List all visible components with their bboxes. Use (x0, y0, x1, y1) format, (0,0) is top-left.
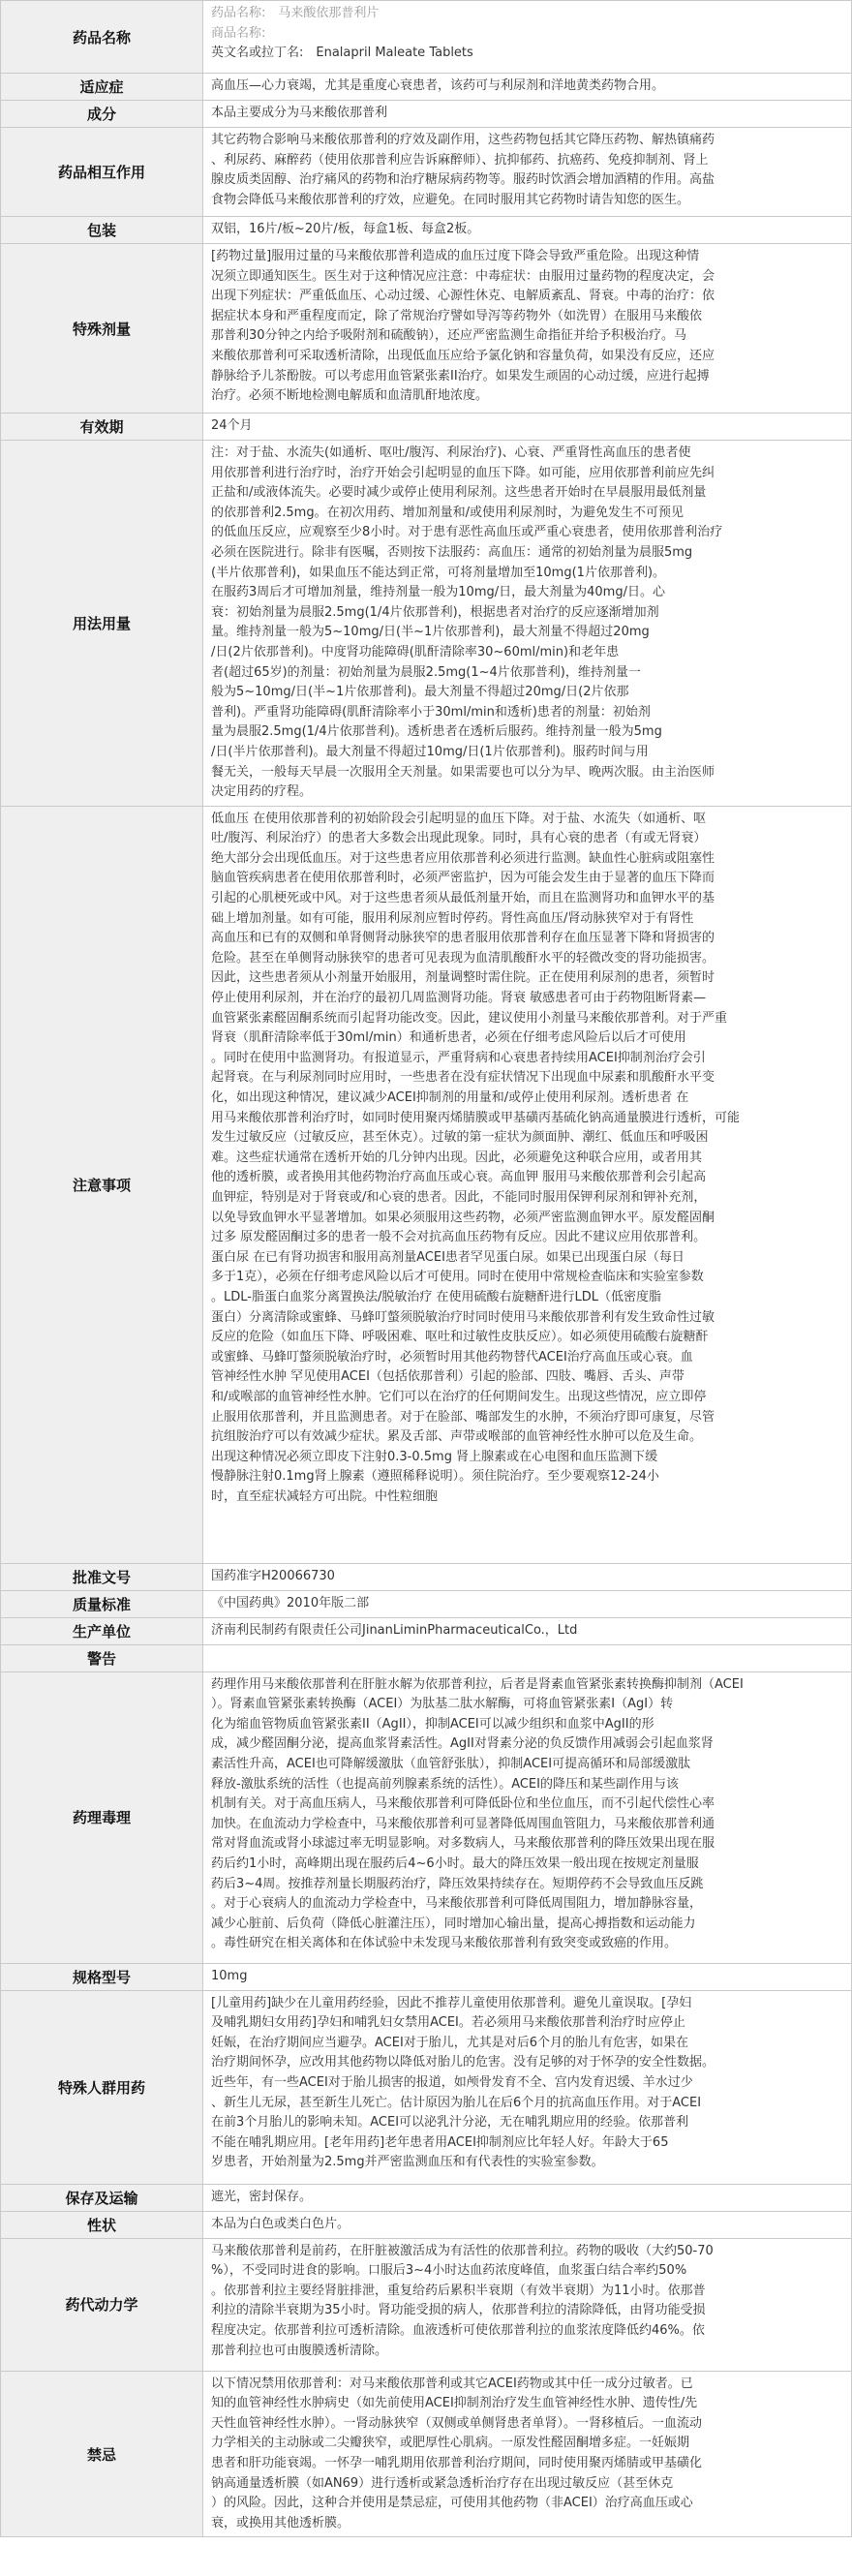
manufacturer-value (203, 1617, 852, 1644)
usage-dosage-text-line: 衰：初始剂量为晨服2.5mg(1/4片依那普利)，根据患者对治疗的反应逐渐增加剂 (211, 604, 659, 620)
pharmacology-toxicology-text-line: 加快。在血流动力学检查中，马来酸依那普利可显著降低周围血管阻力，马来酸依那普利通 (211, 1816, 715, 1831)
precautions-text-line: 止服用依那普利，并且监测患者。对于在脸部、嘴部发生的水肿，不须治疗即可康复，尽管 (211, 1409, 715, 1425)
shelf-life-value (203, 414, 852, 441)
pharmacology-toxicology-label: 药理毒理 (1, 1671, 203, 1963)
usage-dosage-text-line: 必须在医院进行。除非有医嘱，否则按下法服药：高血压：通常的初始剂量为晨服5mg (211, 544, 693, 560)
appearance-label: 性状 (1, 2211, 203, 2238)
specification-value (203, 1963, 852, 1990)
warning-row (1, 1644, 852, 1671)
manufacturer-text-line: 济南利民制药有限责任公司JinanLiminPharmaceuticalCo.，Ltd (211, 1622, 578, 1638)
precautions-text-line: 停止使用利尿剂，并在治疗的最初几周监测肾功能。肾衰 敏感患者可由于药物阻断肾素— (211, 991, 707, 1006)
drug-name-text-line: 商品名称: (211, 25, 266, 41)
quality-standard-value (203, 1590, 852, 1617)
special-dosage-label: 特殊剂量 (1, 244, 203, 414)
usage-dosage-text-line: 用依那普利进行治疗时，治疗开始会引起明显的血压下降。如可能，应用依那普利前应先纠 (211, 465, 715, 480)
manufacturer-label: 生产单位 (1, 1617, 203, 1644)
special-dosage-text-line: 静脉给予儿茶酚胺。可以考虑用血管紧张素II治疗。如果发生顽固的心动过缓，应进行起搏 (211, 368, 710, 383)
pharmacology-toxicology-text-line: 化为缩血管物质血管紧张素II（AgII），抑制ACEI可以减少组织和血浆中AgII的形 (211, 1716, 654, 1732)
drug-name-row (1, 1, 852, 74)
precautions-text-line: 引起的心肌梗死或中风。对于这些患者须从最低剂量开始，而且在监测肾功和血钾水平的基 (211, 891, 715, 906)
usage-dosage-text-line: 餐无关，一般每天早晨一次服用全天剂量。如果需要也可以分为早、晚两次服。由主治医师 (211, 764, 715, 780)
appearance-text-line: 本品为白色或类白色片。 (211, 2216, 350, 2231)
special-populations-text-line: 妊娠，在治疗期间应当避孕。ACEI对于胎儿，尤其是对后6个月的胎儿有危害，如果在 (211, 2035, 689, 2050)
drug-interactions-value (203, 128, 852, 217)
contraindications-text-line: 天性血管神经性水肿）。一肾动脉狭窄（双侧或单侧肾患者单肾）。一肾移植后。一血流动 (211, 2415, 703, 2431)
ingredients-value (203, 101, 852, 128)
warning-label: 警告 (1, 1644, 203, 1671)
pharmacology-toxicology-value (203, 1671, 852, 1963)
usage-dosage-text-line: /日(2片依那普利)。中度肾功能障碍(肌酐清除率30~60ml/min)和老年患 (211, 644, 620, 659)
special-dosage-text-line: 来酸依那普利可采取透析清除，出现低血压应给予氯化钠和容量负荷，如果没有反应，还应 (211, 348, 715, 363)
precautions-text-line: 难。这些症状通常在透析开始的几分钟内出现。因此，必须避免这种联合应用，或者用其 (211, 1150, 703, 1165)
drug-interactions-text-line: 、利尿药、麻醉药（使用依那普利应告诉麻醉师）、抗抑郁药、抗癌药、免疫抑制剂、肾上 (211, 152, 709, 168)
drug-info-table-body (1, 1, 852, 2537)
pharmacology-toxicology-text-line: 释放-激肽系统的活性（也提高前列腺素系统的活性）。ACEI的降压和某些副作用与该 (211, 1776, 679, 1792)
drug-name-label: 药品名称 (1, 1, 203, 74)
shelf-life-text-line: 24个月 (211, 418, 253, 433)
special-dosage-text-line: 出现下列症状：严重低血压、心动过缓、心源性休克、电解质紊乱、肾衰。中毒的治疗：依 (211, 289, 715, 304)
warning-value (203, 1644, 852, 1671)
drug-interactions-row (1, 128, 852, 217)
pharmacology-toxicology-text-line: 成，减少醛固酮分泌，提高血浆肾素活性。AgII对肾素分泌的负反馈作用减弱会引起血浆肾 (211, 1736, 714, 1752)
drug-name-value (203, 1, 852, 74)
usage-dosage-text-line: 普利)。严重肾功能障碍(肌酐清除率小于30ml/min和透析)患者的剂量：初始剂 (211, 704, 651, 720)
precautions-row (1, 806, 852, 1563)
ingredients-label: 成分 (1, 101, 203, 128)
contraindications-text-line: 钠高通量透析膜（如AN69）进行透析或紧急透析治疗存在出现过敏反应（甚至休克 (211, 2475, 674, 2491)
indications-text-line: 高血压—心力衰竭，尤其是重度心衰患者，该药可与利尿剂和洋地黄类药物合用。 (211, 78, 665, 93)
special-dosage-text-line: 据症状本身和严重程度而定，除了常规治疗譬如导泻等药物外（如洗胃）在服用马来酸依 (211, 308, 703, 323)
precautions-text-line: 抗组胺治疗可以有效减少症状。累及舌部、声带或喉部的血管神经性水肿可以危及生命。 (211, 1429, 703, 1445)
special-populations-text-line: 在前3个月胎儿的影响未知。ACEI可以泌乳汁分泌，无在哺乳期应用的经验。依那普利 (211, 2115, 689, 2131)
precautions-text-line: 。LDL-脂蛋白血浆分离置换法/脱敏治疗 在使用硫酸右旋糖酐进行LDL（低密度脂 (211, 1289, 661, 1304)
shelf-life-row (1, 414, 852, 441)
storage-transport-value (203, 2184, 852, 2211)
precautions-text-line: 管神经性水肿 罕见使用ACEI（包括依那普利）引起的脸部、四肢、嘴唇、舌头、声带 (211, 1369, 685, 1385)
storage-transport-text-line: 遮光，密封保存。 (211, 2189, 313, 2204)
special-populations-text-line: [儿童用药]缺少在儿童用药经验，因此不推荐儿童使用依那普利。避免儿童误取。[孕妇 (211, 1995, 692, 2010)
usage-dosage-text-line: 量为晨服2.5mg(1/4片依那普利)。透析患者在透析后服药。维持剂量一般为5mg (211, 724, 662, 740)
indications-label: 适应症 (1, 74, 203, 101)
contraindications-text-line: 以下情况禁用依那普利：对马来酸依那普利或其它ACEI药物或其中任一成分过敏者。已 (211, 2376, 693, 2391)
precautions-text-line: 础上增加剂量。如有可能，服用利尿剂应暂时停药。肾性高血压/肾动脉狭窄对于有肾性 (211, 910, 694, 926)
pharmacology-toxicology-text-line: 药理作用马来酸依那普利在肝脏水解为依那普利拉，后者是肾素血管紧张素转换酶抑制剂（ACEI (211, 1676, 744, 1692)
special-populations-value (203, 1990, 852, 2184)
special-dosage-row (1, 244, 852, 414)
special-populations-text-line: 、新生儿无尿，甚至新生儿死亡。估计原因为胎儿在后6个月的抗高血压作用。对于ACEI (211, 2095, 702, 2110)
contraindications-label: 禁忌 (1, 2371, 203, 2537)
drug-name-text-line: 英文名或拉丁名: Enalapril Maleate Tablets (211, 46, 473, 61)
storage-transport-label: 保存及运输 (1, 2184, 203, 2211)
pharmacology-toxicology-row (1, 1671, 852, 1963)
precautions-text-line: 蛋白）分离清除或蜜蜂、马蜂叮螫须脱敏治疗时同时使用马来酸依那普利有发生致命性过敏 (211, 1309, 715, 1325)
special-dosage-text-line: 况须立即通知医生。医生对于这种情况应注意：中毒症状：由服用过量药物的程度决定，会 (211, 268, 715, 284)
pharmacology-toxicology-text-line: 药后约1小时，高峰期出现在服药后4~6小时。最大的降压效果一般出现在按规定剂量服 (211, 1856, 699, 1872)
drug-interactions-text-line: 食物会降低马来酸依那普利的疗效，应避免。在同时服用其它药物时请告知您的医生。 (211, 192, 690, 207)
precautions-text-line: 和/或喉部的血管神经性水肿。它们可以在治疗的任何期间发生。出现这些情况，应立即停 (211, 1389, 707, 1404)
special-populations-text-line: 治疗期间怀孕，应改用其他药物以降低对胎儿的危害。没有足够的对于怀孕的安全性数据。 (211, 2055, 715, 2070)
precautions-text-line: 发生过敏反应（过敏反应，甚至休克）。过敏的第一症状为颜面肿、潮红、低血压和呼吸困 (211, 1130, 709, 1146)
precautions-text-line: 时，直至症状减轻方可出院。中性粒细胞 (211, 1488, 439, 1504)
packaging-row (1, 217, 852, 244)
appearance-value (203, 2211, 852, 2238)
quality-standard-label: 质量标准 (1, 1590, 203, 1617)
precautions-text-line: 因此，这些患者须从小剂量开始服用，剂量调整时需住院。正在使用利尿剂的患者，须暂时 (211, 970, 715, 986)
usage-dosage-text-line: 量。维持剂量一般为5~10mg/日(半~1片依那普利)，最大剂量不得超过20mg (211, 625, 650, 640)
usage-dosage-text-line: 的低血压反应，应观察至少8小时。对于患有恶性高血压或严重心衰患者，使用依那普利治疗 (211, 525, 723, 540)
usage-dosage-text-line: 者(超过65岁)的剂量：初始剂量为晨服2.5mg(1~4片依那普利)，维持剂量一 (211, 664, 641, 680)
precautions-text-line: 用马来酸依那普利治疗时，如同时使用聚丙烯腈膜或甲基磺丙基硫化钠高通量膜进行透析，可能 (211, 1110, 741, 1125)
packaging-text-line: 双铝，16片/板~20片/板，每盒1板、每盒2板。 (211, 222, 480, 236)
storage-transport-row (1, 2184, 852, 2211)
pharmacokinetics-row (1, 2238, 852, 2371)
special-dosage-text-line: [药物过量]服用过量的马来酸依那普利造成的血压过度下降会导致严重危险。出现这种情 (211, 249, 700, 263)
precautions-text-line: 危险。甚至在单侧肾动脉狭窄的患者可见表现为血清肌酸酐水平的轻微改变的肾功能损害。 (211, 950, 715, 966)
pharmacokinetics-label: 药代动力学 (1, 2238, 203, 2371)
indications-row (1, 74, 852, 101)
precautions-text-line: 绝大部分会出现低血压。对于这些患者应用依那普利必须进行监测。缺血性心脏病或阻塞性 (211, 850, 715, 866)
contraindications-text-line: 衰，或换用其他透析膜。 (211, 2515, 350, 2530)
special-populations-text-line: 及哺乳期妇女用药]孕妇和哺乳妇女禁用ACEI。若必须用马来酸依那普利治疗时应停止 (211, 2015, 685, 2031)
pharmacokinetics-value (203, 2238, 852, 2371)
precautions-text-line: 蛋白尿 在已有肾功损害和服用高剂量ACEI患者罕见蛋白尿。如果已出现蛋白尿（每日 (211, 1249, 685, 1265)
pharmacokinetics-text-line: %），不受同时进食的影响。口服后3~4小时达血药浓度峰值，血浆蛋白结合率约50% (211, 2263, 687, 2279)
precautions-text-line: 他的透析膜，或者换用其他药物治疗高血压或心衰。高血钾 服用马来酸依那普利会引起高 (211, 1170, 707, 1185)
precautions-text-line: 慢静脉注射0.1mg肾上腺素（遵照稀释说明）。须住院治疗。至少要观察12-24小 (211, 1469, 659, 1485)
usage-dosage-text-line: 注：对于盐、水流失(如通析、呕吐/腹泻、利尿治疗)、心衰、严重肾性高血压的患者使 (211, 445, 691, 460)
precautions-text-line: 。同时在使用中监测肾功。有报道显示，严重肾病和心衰患者持续用ACEI抑制剂治疗会引 (211, 1050, 706, 1065)
special-populations-row (1, 1990, 852, 2184)
usage-dosage-text-line: 正盐和/或液体流失。必要时减少或停止使用利尿剂。这些患者开始时在早晨服用最低剂量 (211, 485, 707, 501)
special-dosage-text-line: 那普利30分钟之内给予吸附剂和硫酸钠），还应严密监测生命指征并给予积极治疗。马 (211, 328, 687, 344)
pharmacology-toxicology-text-line: 常对肾血流或肾小球滤过率无明显影响。对多数病人，马来酸依那普利的降压效果出现在服 (211, 1836, 715, 1852)
manufacturer-row (1, 1617, 852, 1644)
pharmacology-toxicology-text-line: 减少心脏前、后负荷（降低心脏灌注压），同时增加心输出量，提高心搏指数和运动能力 (211, 1916, 696, 1931)
contraindications-value (203, 2371, 852, 2537)
usage-dosage-text-line: 决定用药的疗程。 (211, 784, 313, 800)
drug-interactions-text-line: 腺皮质类固醇、治疗痛风的药物和治疗糖尿病药物等。服药时饮酒会增加酒精的作用。高盐 (211, 172, 715, 188)
approval-number-row (1, 1563, 852, 1590)
usage-dosage-text-line: /日(半片依那普利)。最大剂量不得超过10mg/日(1片依那普利)。服药时间与用 (211, 744, 649, 759)
quality-standard-row (1, 1590, 852, 1617)
precautions-text-line: 脑血管疾病患者在使用依那普利时，必须严密监护，因为可能会发生由于显著的血压下降而 (211, 871, 715, 886)
special-dosage-text-line: 治疗。必须不断地检测电解质和血清肌酐地浓度。 (211, 388, 489, 404)
specification-label: 规格型号 (1, 1963, 203, 1990)
ingredients-row (1, 101, 852, 128)
pharmacology-toxicology-text-line: 。对于心衰病人的血流动力学检查中，马来酸依那普利可降低周围阻力，增加静脉容量， (211, 1896, 703, 1912)
specification-text-line: 10mg (211, 1968, 248, 1983)
pharmacokinetics-text-line: 马来酸依那普利是前药，在肝脏被激活成为有活性的依那普利拉。药物的吸收（大约50-70 (211, 2243, 714, 2258)
ingredients-text-line: 本品主要成分为马来酸依那普利 (211, 106, 388, 120)
indications-value (203, 74, 852, 101)
precautions-text-line: 肾衰（肌酐清除率低于30ml/min）和通析患者，必须在仔细考虑风险后以后才可使用 (211, 1030, 686, 1046)
precautions-text-line: 血管紧张素醛固酮系统而引起肾功能改变。因此，建议使用小剂量马来酸依那普利。对于严重 (211, 1010, 728, 1026)
packaging-label: 包装 (1, 217, 203, 244)
warning-text-line (211, 1648, 843, 1669)
usage-dosage-value (203, 441, 852, 807)
precautions-text-line: 出现这种情况必须立即皮下注射0.3-0.5mg 肾上腺素或在心电图和血压监测下缓 (211, 1449, 658, 1464)
precautions-value (203, 806, 852, 1563)
precautions-text-line: 以免导致血钾水平显著增加。如果必须服用这些药物，必须严密监测血钾水平。原发醛固酮 (211, 1210, 715, 1225)
precautions-text-line: 化，如出现这种情况，建议减少ACEI抑制剂的用量和/或停止使用利尿剂。透析患者 在 (211, 1090, 689, 1105)
approval-number-text-line: 国药准字H20066730 (211, 1568, 335, 1583)
contraindications-text-line: 知的血管神经性水肿病史（如先前使用ACEI抑制剂治疗发生血管神经性水肿、遗传性/先 (211, 2396, 698, 2411)
usage-dosage-text-line: (半片依那普利)，如果血压不能达到正常，可将剂量增加至10mg(1片依那普利)。 (211, 565, 666, 580)
precautions-text-line: 低血压 在使用依那普利的初始阶段会引起明显的血压下降。对于盐、水流失（如通析、呕 (211, 811, 707, 826)
drug-interactions-text-line: 其它药物合影响马来酸依那普利的疗效及副作用，这些药物包括其它降压药物、解热镇痛药 (211, 133, 715, 147)
precautions-text-line: 高血压和已有的双侧和单肾侧肾动脉狭窄的患者服用依那普利存在血压显著下降和肾损害的 (211, 931, 715, 946)
appearance-row (1, 2211, 852, 2238)
contraindications-text-line: 患者和肝功能衰竭。一怀孕一哺乳期用依那普利治疗期间，同时使用聚丙烯腈或甲基磺化 (211, 2456, 703, 2471)
pharmacokinetics-text-line: 程度决定。依那普利拉可透析清除。血液透析可使依那普利拉的血浆浓度降低约46%。依 (211, 2323, 705, 2339)
pharmacology-toxicology-text-line: 。毒性研究在相关离体和在体试验中未发现马来酸依那普利有致突变或致癌的作用。 (211, 1936, 678, 1951)
pharmacokinetics-text-line: 。依那普利拉主要经肾脏排泄，重复给药后累积半衰期（有效半衰期）为11小时。依那普 (211, 2283, 706, 2298)
pharmacology-toxicology-text-line: 素活性升高，ACEI也可降解缓激肽（血管舒张肽），抑制ACEI可提高循环和局部缓激肽 (211, 1757, 691, 1772)
precautions-label: 注意事项 (1, 806, 203, 1563)
precautions-text-line: 或蜜蜂、马蜂叮螫须脱敏治疗时，必须暂时用其他药物替代ACEI治疗高血压或心衰。血 (211, 1349, 693, 1365)
usage-dosage-row (1, 441, 852, 807)
pharmacokinetics-text-line: 那普利拉也可由腹膜透析清除。 (211, 2343, 388, 2358)
shelf-life-label: 有效期 (1, 414, 203, 441)
pharmacology-toxicology-text-line: 药后3~4周。按推荐剂量长期服药治疗，降压效果持续存在。短期停药不会导致血压反跳 (211, 1876, 704, 1891)
approval-number-value (203, 1563, 852, 1590)
contraindications-text-line: 力学相关的主动脉或二尖瓣狭窄，或肥厚性心肌病。一原发性醛固酮增多症。一妊娠期 (211, 2436, 690, 2451)
specification-row (1, 1963, 852, 1990)
contraindications-row (1, 2371, 852, 2537)
precautions-text-line: 多于1克），必须在仔细考虑风险以后才可使用。同时在使用中常规检查临床和实验室参数 (211, 1270, 704, 1285)
approval-number-label: 批准文号 (1, 1563, 203, 1590)
pharmacology-toxicology-text-line: ）。肾素血管紧张素转换酶（ACEI）为肽基二肽水解酶，可将血管紧张素I（AgI）转 (211, 1697, 674, 1712)
precautions-text-line: 反应的危险（如血压下降、呼吸困难、呕吐和过敏性皮肤反应）。如必须使用硫酸右旋糖酐 (211, 1330, 709, 1345)
usage-dosage-label: 用法用量 (1, 441, 203, 807)
special-populations-text-line: 近些年，有一些ACEI对于胎儿损害的报道，如颅骨发育不全、宫内发育迟缓、羊水过少 (211, 2075, 693, 2091)
pharmacology-toxicology-text-line: 机制有关。对于高血压病人，马来酸依那普利可降低卧位和坐位血压，而不引起代偿性心率 (211, 1796, 715, 1812)
drug-interactions-label: 药品相互作用 (1, 128, 203, 217)
precautions-text-line: 血钾症，特别是对于肾衰或/和心衰的患者。因此，不能同时服用保钾利尿剂和钾补充剂， (211, 1189, 707, 1205)
pharmacokinetics-text-line: 利拉的清除半衰期为35小时。肾功能受损的病人，依那普利拉的清除降低，由肾功能受损 (211, 2303, 706, 2318)
precautions-text-line: 吐/腹泻、利尿治疗）的患者大多数会出现此现象。同时，具有心衰的患者（有或无肾衰） (211, 831, 707, 846)
packaging-value (203, 217, 852, 244)
usage-dosage-text-line: 般为5~10mg/日(半~1片依那普利)。最大剂量不得超过20mg/日(2片依那 (211, 685, 629, 700)
special-dosage-value (203, 244, 852, 414)
contraindications-text-line: ）的风险。因此，这种合并使用是禁忌症，可使用其他药物（非ACEI）治疗高血压或心 (211, 2496, 693, 2511)
usage-dosage-text-line: 在服药3周后才可增加剂量，维持剂量一般为10mg/日，最大剂量为40mg/日。心 (211, 585, 665, 600)
usage-dosage-text-line: 的依那普利2.5mg。在初次用药、增加剂量和/或使用利尿剂时，为避免发生不可预见 (211, 505, 684, 520)
quality-standard-text-line: 《中国药典》2010年版二部 (211, 1595, 370, 1610)
special-populations-text-line: 岁患者，开始剂量为2.5mg并严密监测血压和有代表性的实验室参数。 (211, 2155, 604, 2170)
special-populations-text-line: 不能在哺乳期应用。[老年用药]老年患者用ACEI抑制剂应比年轻人好。年龄大于65 (211, 2134, 669, 2150)
drug-name-text-line: 药品名称: 马来酸依那普利片 (211, 6, 380, 20)
precautions-text-line: 过多 原发醛固酮过多的患者一般不会对抗高血压药物有反应。因此不建议应用依那普利。 (211, 1230, 707, 1245)
precautions-text-line: 起肾衰。在与利尿剂同时应用时，一些患者在没有症状情况下出现血中尿素和肌酸酐水平变 (211, 1070, 715, 1086)
special-populations-label: 特殊人群用药 (1, 1990, 203, 2184)
